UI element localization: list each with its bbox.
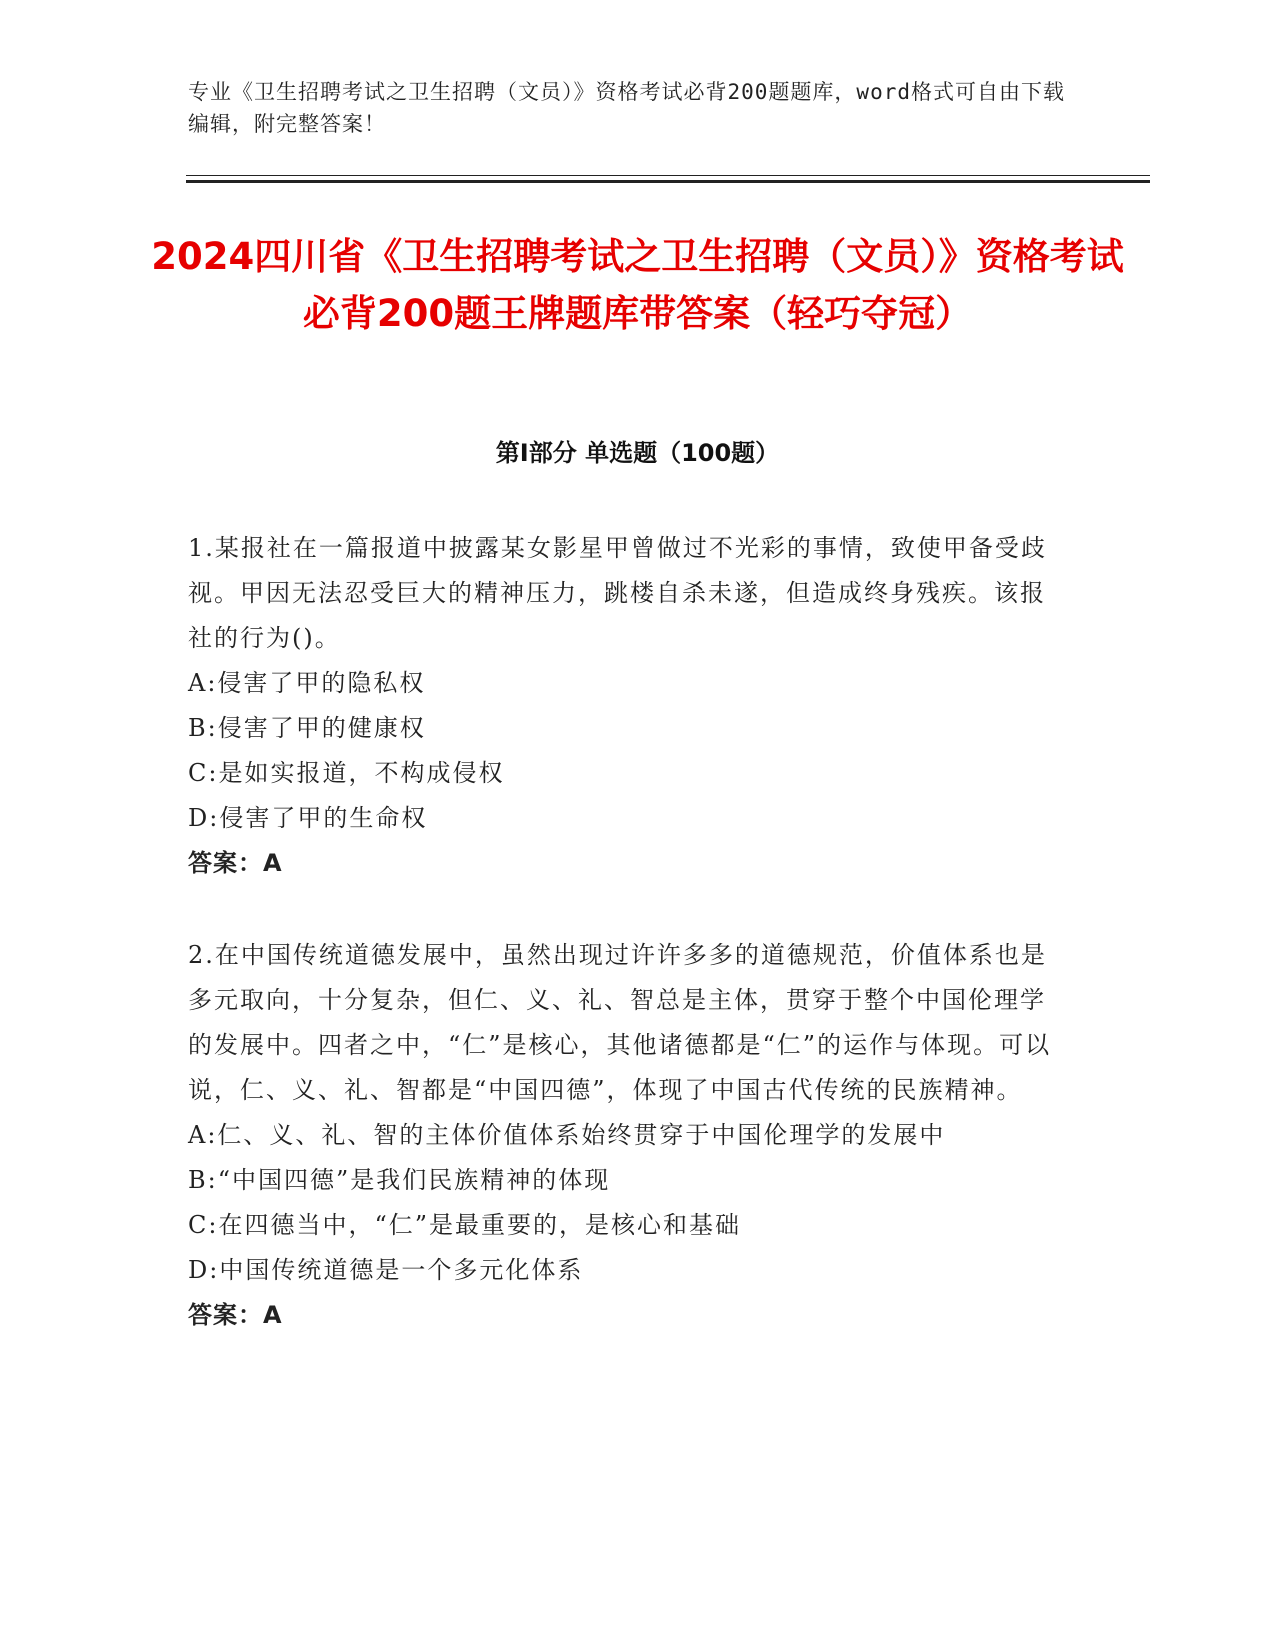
header-divider-thick bbox=[186, 180, 1150, 183]
option-d: D:中国传统道德是一个多元化体系 bbox=[188, 1256, 584, 1284]
document-title: 2024四川省《卫生招聘考试之卫生招聘（文员）》资格考试必背200题王牌题库带答案（轻巧夺冠） bbox=[151, 235, 1124, 335]
option-c: C:是如实报道，不构成侵权 bbox=[188, 759, 505, 787]
question-2 bbox=[188, 933, 1068, 1338]
option-a: A:仁、义、礼、智的主体价值体系始终贯穿于中国伦理学的发展中 bbox=[188, 1121, 946, 1149]
section-title: 第I部分 单选题（100题） bbox=[495, 439, 780, 467]
option-d: D:侵害了甲的生命权 bbox=[188, 804, 428, 832]
answer-label: 答案：A bbox=[188, 1301, 283, 1329]
option-b: B:侵害了甲的健康权 bbox=[188, 714, 426, 742]
question-stem: 2.在中国传统道德发展中，虽然出现过许许多多的道德规范，价值体系也是多元取向，十分复杂，但仁、义、礼、智总是主体，贯穿于整个中国伦理学的发展中。四者之中，“仁”是核心，其他诸德都是“仁”的运作与体现。可以说，仁、义、礼、智都是“中国四德”，体现了中国古代传统的民族精神。 bbox=[188, 941, 1052, 1104]
option-a: A:侵害了甲的隐私权 bbox=[188, 669, 426, 697]
answer-label: 答案：A bbox=[188, 849, 283, 877]
question-1 bbox=[188, 526, 1068, 886]
header-divider-thin bbox=[186, 175, 1150, 176]
option-b: B:“中国四德”是我们民族精神的体现 bbox=[188, 1166, 611, 1194]
option-c: C:在四德当中，“仁”是最重要的，是核心和基础 bbox=[188, 1211, 741, 1239]
question-stem: 1.某报社在一篇报道中披露某女影星甲曾做过不光彩的事情，致使甲备受歧视。甲因无法忍受巨大的精神压力，跳楼自杀未遂，但造成终身残疾。该报社的行为()。 bbox=[188, 534, 1047, 652]
header-note: 专业《卫生招聘考试之卫生招聘（文员）》资格考试必背200题题库，word格式可自由下载编辑，附完整答案！ bbox=[188, 80, 1065, 136]
